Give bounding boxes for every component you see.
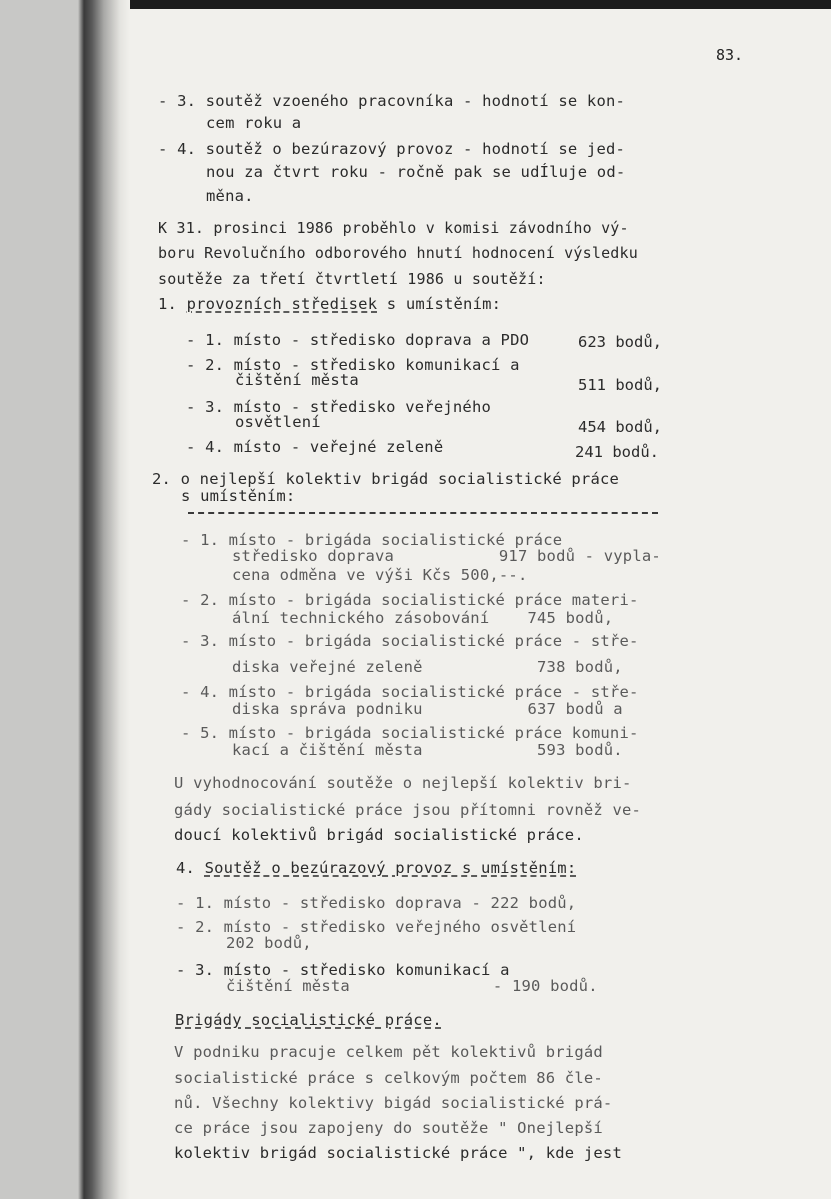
section-heading-2: 2. o nejlepší kolektiv brigád socialistické práce xyxy=(152,470,620,488)
dashed-rule xyxy=(188,512,658,514)
text-line: soutěže za třetí čtvrtletí 1986 u soutěží: xyxy=(158,270,546,288)
text-line: socialistické práce s celkovým počtem 86 čle- xyxy=(174,1069,603,1087)
text-line: U vyhodnocování soutěže o nejlepší kolektiv bri- xyxy=(174,774,632,792)
list-item: - 1. místo - středisko doprava - 222 bodů, xyxy=(176,894,577,912)
list-item: diska správa podniku 637 bodů a xyxy=(232,700,623,718)
page-number: 83. xyxy=(716,46,744,64)
text-line: - 4. soutěž o bezúrazový provoz - hodnotí se jed- xyxy=(158,140,626,158)
section-suffix: s umístěním: xyxy=(377,295,502,313)
list-item: - 2. místo - brigáda socialistické práce materi- xyxy=(181,591,639,609)
list-item: - 3. místo - středisko veřejného xyxy=(186,398,492,416)
text-line: kolektiv brigád socialistické práce ", kde jest xyxy=(174,1144,622,1162)
list-item: čištění města - 190 bodů. xyxy=(226,977,598,995)
section-title: provozních středisek xyxy=(186,295,378,313)
text-line: gády socialistické práce jsou přítomni rovněž ve- xyxy=(174,801,642,819)
text-line: nů. Všechny kolektivy bigád socialistické prá- xyxy=(174,1094,613,1112)
text-line: K 31. prosinci 1986 proběhlo v komisi závodního vý- xyxy=(158,219,629,237)
section-number: 4. xyxy=(176,859,205,877)
list-item: - 4. místo - brigáda socialistické práce - stře- xyxy=(181,683,639,701)
text-line: měna. xyxy=(206,187,254,205)
list-item: 202 bodů, xyxy=(226,934,312,952)
text-line: ce práce jsou zapojeny do soutěže " Onejlepší xyxy=(174,1119,603,1137)
list-item: středisko doprava 917 bodů - vypla- xyxy=(232,547,661,565)
list-item: kací a čištění města 593 bodů. xyxy=(232,741,623,759)
section-heading-4 xyxy=(176,859,576,877)
section-heading-1 xyxy=(158,295,501,313)
text-line: doucí kolektivů brigád socialistické práce. xyxy=(174,826,584,844)
text-line: nou za čtvrt roku - ročně pak se udÍluje od- xyxy=(206,163,626,181)
list-item: - 1. místo - středisko doprava a PDO xyxy=(186,331,530,349)
points: 241 bodů. xyxy=(575,443,659,461)
section-title: Soutěž o bezúrazový provoz s umístěním: xyxy=(204,859,577,877)
binding-shadow xyxy=(0,0,130,1199)
text-line: cem roku a xyxy=(206,114,302,132)
subheading-text: Brigády socialistické práce. xyxy=(175,1011,442,1029)
text-line: V podniku pracuje celkem pět kolektivů brigád xyxy=(174,1043,603,1061)
list-item: - 2. místo - středisko komunikací a xyxy=(186,356,520,374)
points: 511 bodů, xyxy=(578,376,662,394)
list-item: cena odměna ve výši Kčs 500,--. xyxy=(232,566,528,584)
list-item: čištění města xyxy=(235,371,359,389)
list-item: - 3. místo - středisko komunikací a xyxy=(176,961,510,979)
list-item: - 2. místo - středisko veřejného osvětlení xyxy=(176,918,577,936)
points: 454 bodů, xyxy=(578,418,662,436)
text-line: - 3. soutěž vzoeného pracovníka - hodnotí se kon- xyxy=(158,92,626,110)
list-item: - 5. místo - brigáda socialistické práce komuni- xyxy=(181,724,639,742)
list-item: osvětlení xyxy=(235,413,321,431)
list-item: - 4. místo - veřejné zeleně xyxy=(186,438,444,456)
text-line: boru Revolučního odborového hnutí hodnocení výsledku xyxy=(158,244,638,262)
text-line: s umístěním: xyxy=(181,487,296,505)
section-number: 1. xyxy=(158,295,187,313)
subheading xyxy=(175,1011,442,1029)
list-item: - 3. místo - brigáda socialistické práce - stře- xyxy=(181,632,639,650)
list-item: diska veřejné zeleně 738 bodů, xyxy=(232,658,623,676)
list-item: - 1. místo - brigáda socialistické práce xyxy=(181,531,563,549)
points: 623 bodů, xyxy=(578,333,662,351)
list-item: ální technického zásobování 745 bodů, xyxy=(232,609,614,627)
